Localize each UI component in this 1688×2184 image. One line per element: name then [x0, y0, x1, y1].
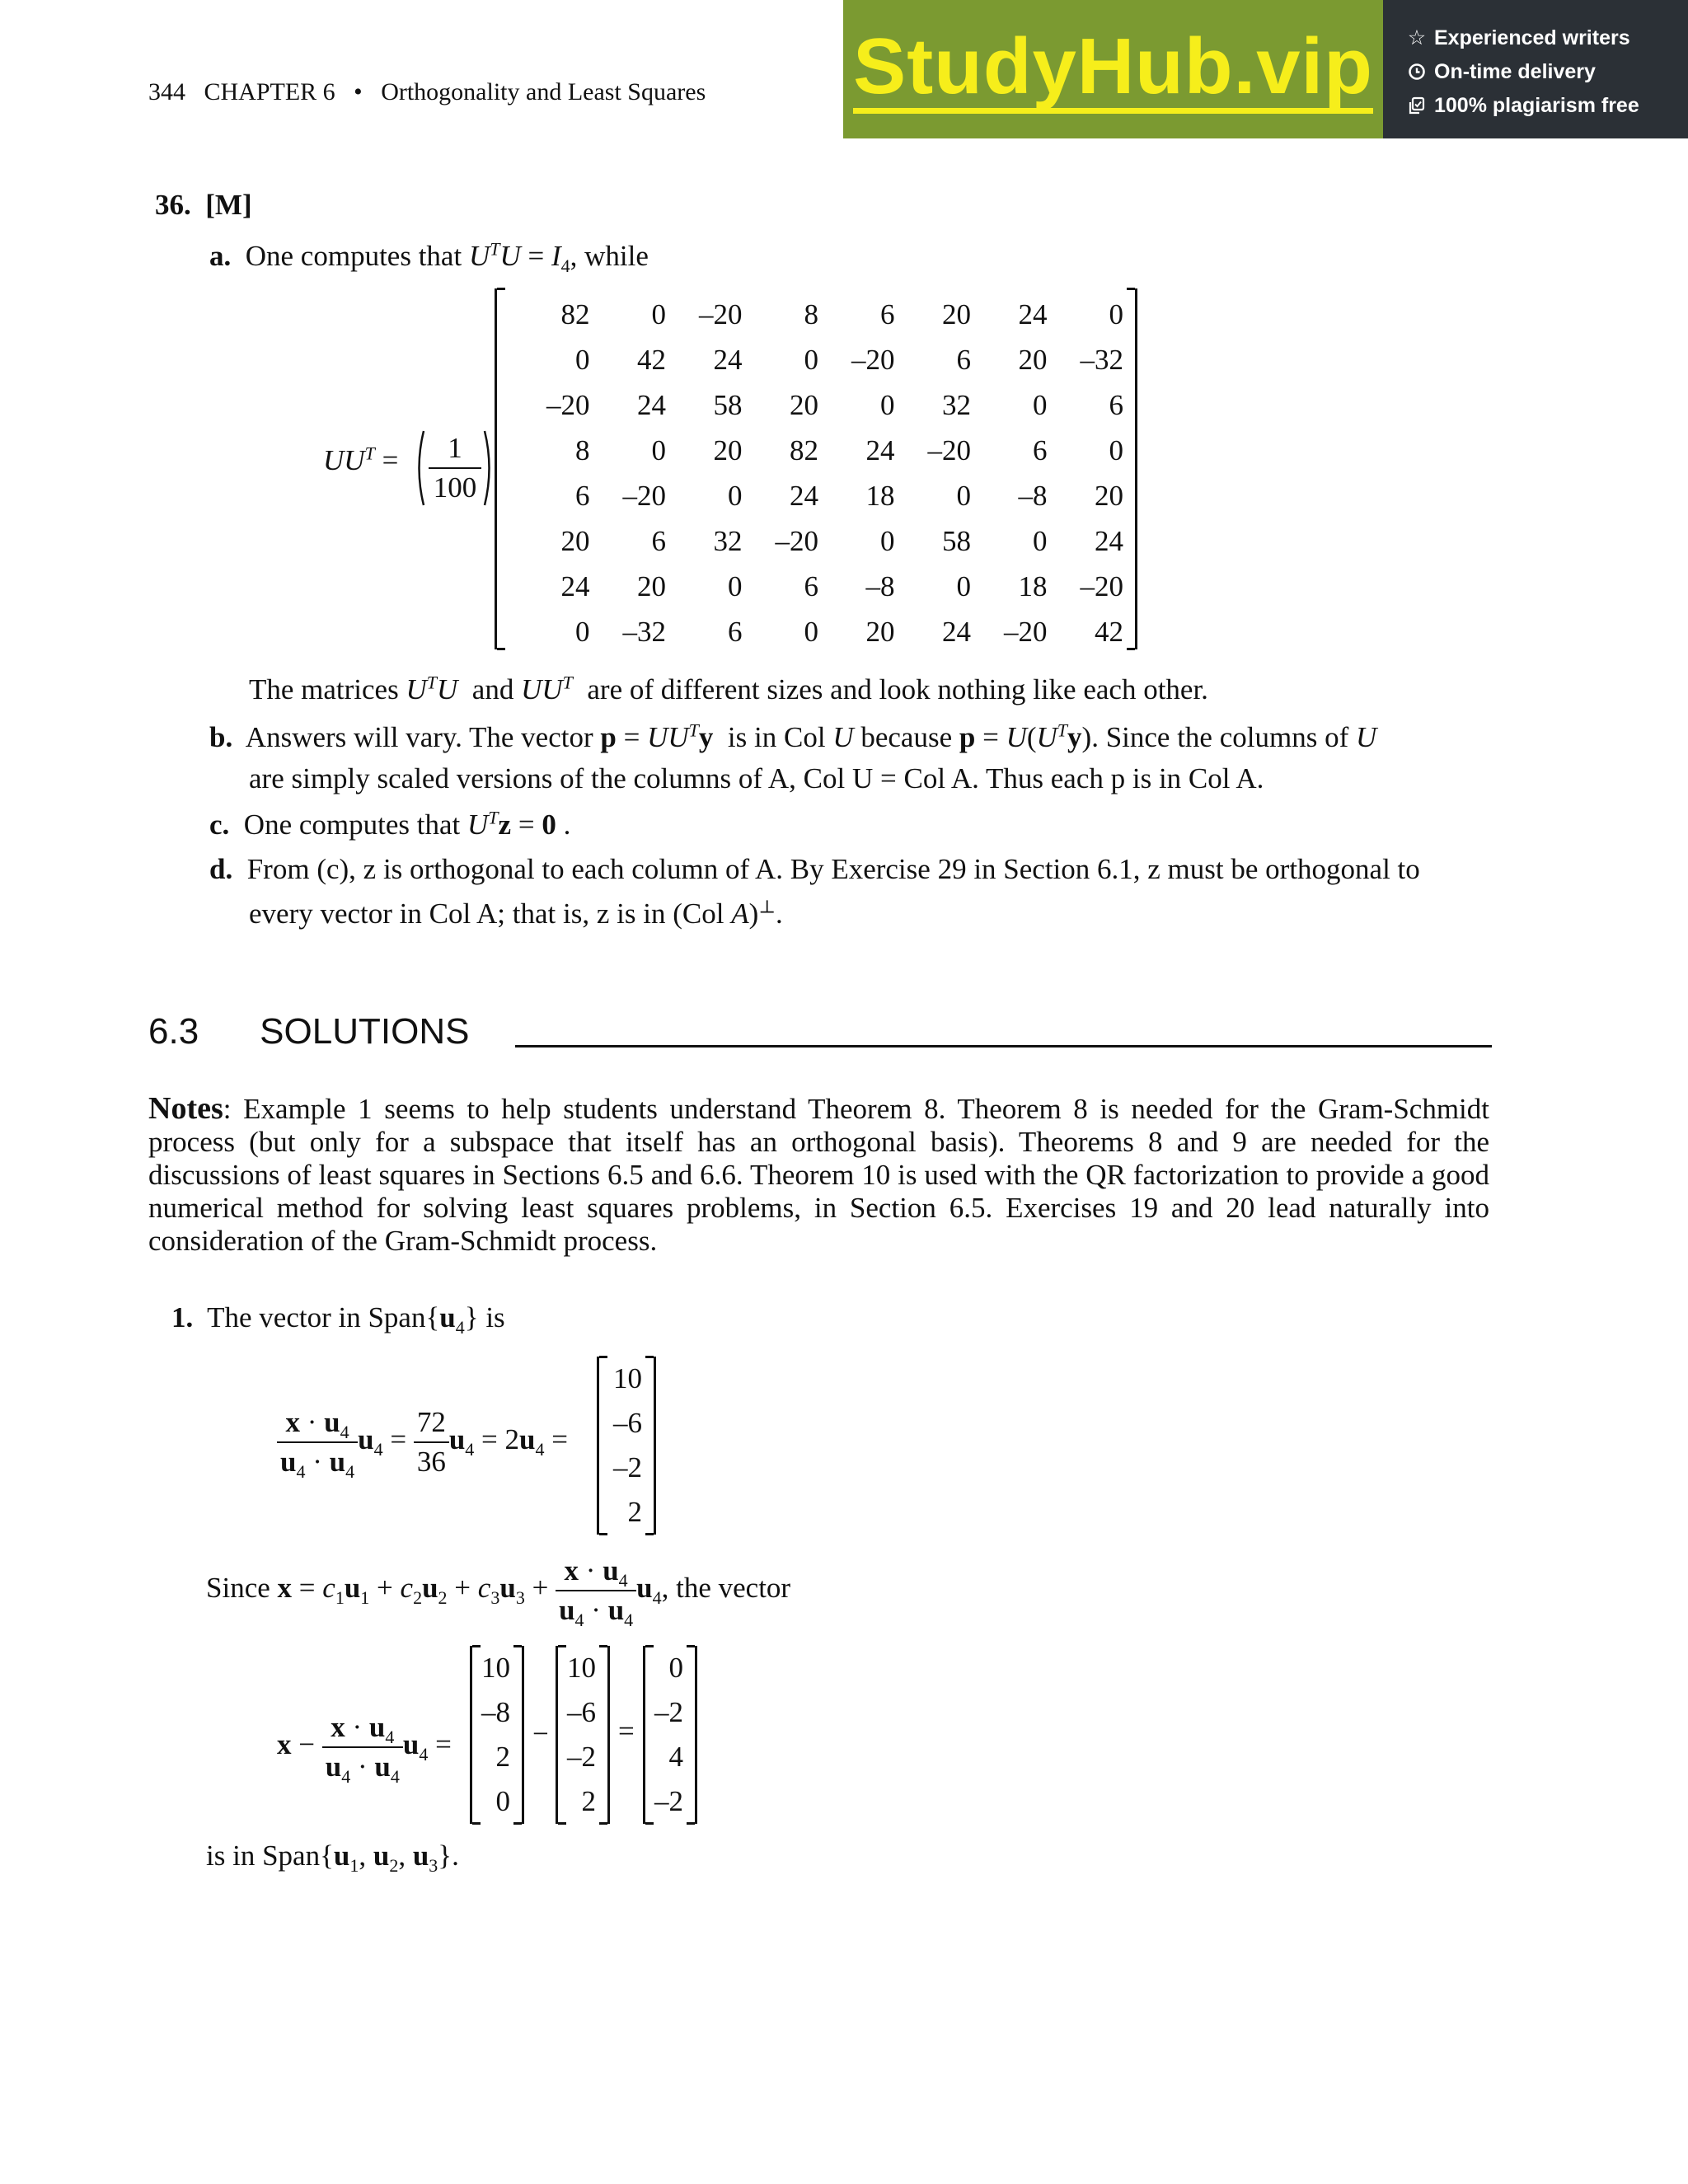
exercise-36b-line: b. Answers will vary. The vector $p = UU^Ty$ is in Col U because $p = U(U^Ty)$. Since the columns of U — [209, 719, 1377, 753]
matrix-cell: 18 — [1018, 569, 1048, 602]
matrix-cell: 18 — [865, 479, 895, 512]
matrix-cell: 20 — [637, 569, 666, 602]
vector-entry: 2 — [581, 1785, 596, 1817]
banner-logo-panel[interactable] — [843, 0, 1383, 138]
exercise-36a-line: a. One computes that $U^TU = I_4$, while — [209, 238, 649, 276]
feature-item: 100% plagiarism free — [1406, 89, 1688, 123]
vector-entry: 2 — [627, 1496, 642, 1528]
vector-entry: 10 — [567, 1652, 596, 1684]
minus-sign: − — [532, 1718, 549, 1750]
notes-paragraph — [148, 1092, 1489, 1258]
matrix-cell: 20 — [865, 615, 895, 648]
matrix-cell: 0 — [575, 343, 590, 376]
matrix-row — [513, 518, 1123, 564]
matrix-cell: –32 — [1080, 343, 1123, 376]
matrix-cell: –20 — [927, 434, 971, 466]
exercise-36d-line: d. From (c), z is orthogonal to each column of A. By Exercise 29 in Section 6.1, z must be orthogonal to — [209, 853, 1420, 885]
vector-entry: 4 — [668, 1741, 683, 1773]
matrix-cell: 6 — [1033, 434, 1048, 466]
x-vector — [470, 1646, 524, 1824]
closing-line: is in $Span\{u_1$, $u_2$, $u_3$}. — [206, 1840, 459, 1876]
matrices-comparison-line: The matrices $U^TU$ and $UU^T$ are of different sizes and look nothing like each other. — [249, 672, 1208, 705]
matrix-cell: 24 — [560, 569, 590, 602]
uut-label: $UU^T$ = — [323, 443, 399, 476]
vector-entry: 2 — [495, 1741, 510, 1773]
matrix-cell: 6 — [728, 615, 743, 648]
studyhub-logo[interactable]: StudyHub.vip — [853, 26, 1373, 114]
matrix-cell: –8 — [865, 569, 895, 602]
matrix-cell: –20 — [622, 479, 666, 512]
scalar-denominator: 100 — [433, 471, 477, 504]
result-vector — [643, 1646, 697, 1824]
scalar-fraction — [414, 429, 496, 507]
scalar-numerator: 1 — [448, 432, 462, 464]
matrix-row — [513, 292, 1123, 337]
matrix-row — [513, 428, 1123, 473]
vector-entry: 10 — [481, 1652, 510, 1684]
exercise-36-heading: 36. [M] — [155, 189, 252, 221]
matrix-cell: 0 — [956, 569, 971, 602]
matrix-cell: 6 — [804, 569, 818, 602]
equals-sign: = — [618, 1715, 635, 1747]
matrix-row — [513, 609, 1123, 654]
matrix-cell: 32 — [713, 524, 743, 557]
vector-entry: –2 — [613, 1451, 642, 1483]
matrix-row — [513, 564, 1123, 609]
vector-entry: –6 — [613, 1407, 642, 1439]
matrix-cell: 20 — [942, 298, 971, 330]
matrix-cell: 6 — [575, 479, 590, 512]
matrix-cell: 0 — [1033, 388, 1048, 421]
feature-item: On-time delivery — [1406, 55, 1688, 89]
matrix-cell: 0 — [1109, 298, 1123, 330]
matrix-cell: 82 — [790, 434, 818, 466]
matrix-cell: –32 — [622, 615, 666, 648]
matrix-cell: 0 — [804, 615, 818, 648]
matrix-cell: 0 — [880, 388, 895, 421]
vector-entry: –2 — [654, 1696, 683, 1728]
matrix-cell: 0 — [575, 615, 590, 648]
vector-entry: 0 — [495, 1785, 510, 1817]
running-head: 344 CHAPTER 6 • Orthogonality and Least Squares — [148, 78, 706, 105]
matrix-cell: –20 — [851, 343, 895, 376]
copy-check-icon — [1406, 89, 1428, 123]
exercise-36b-line2: are simply scaled versions of the columns of A, Col U = Col A. Thus each p is in Col A. — [249, 762, 1264, 794]
matrix-cell: 24 — [790, 479, 818, 512]
star-outline-icon: ☆ — [1407, 26, 1427, 49]
clock-icon — [1406, 55, 1428, 89]
matrix-cell: 6 — [880, 298, 895, 330]
matrix-cell: 24 — [865, 434, 895, 466]
matrix-cell: 6 — [956, 343, 971, 376]
vector-entry: 10 — [613, 1362, 642, 1394]
notes-text: : Example 1 seems to help students understand Theorem 8. Theorem 8 is needed for the Gram-Schmidt process (but only for a subspace that itself has an orthogonal basis). Theorems 8 and 9 are needed for the discussions of least squares in Sections 6.5 and 6.6. Theorem 10 is used with the QR factorization to provide a good numerical method for solving least squares problems, in Section 6.5. Exercises 19 and 20 lead naturally into consideration of the Gram-Schmidt process. — [148, 1093, 1489, 1257]
notes-label: Notes — [148, 1091, 223, 1126]
matrix-cell: –20 — [1004, 615, 1048, 648]
banner-features — [1383, 0, 1688, 138]
vector-entry: –2 — [654, 1785, 683, 1817]
matrix-cell: 8 — [575, 434, 590, 466]
difference-equation: x − $\frac{x \cdot u_4}{u_4 \cdot u_4}$ $u_4$ = — [277, 1711, 452, 1787]
matrix-row — [513, 473, 1123, 518]
matrix-cell: 42 — [1095, 615, 1123, 648]
matrix-row — [513, 337, 1123, 382]
vector-entry: –6 — [567, 1696, 596, 1728]
section-number: 6.3 — [148, 1011, 199, 1052]
matrix-cell: 42 — [637, 343, 666, 376]
matrix-cell: 8 — [804, 298, 818, 330]
matrix-cell: 20 — [1018, 343, 1048, 376]
matrix-cell: 20 — [560, 524, 590, 557]
matrix-cell: 0 — [651, 434, 666, 466]
matrix-cell: –20 — [1080, 569, 1123, 602]
matrix-row — [513, 382, 1123, 428]
section-title: SOLUTIONS — [260, 1011, 470, 1052]
projection-vector — [597, 1357, 656, 1535]
matrix-cell: 0 — [728, 569, 743, 602]
matrix-cell: –8 — [1018, 479, 1048, 512]
matrix-cell: 20 — [713, 434, 743, 466]
matrix-cell: 58 — [942, 524, 971, 557]
matrix-cell: 0 — [1109, 434, 1123, 466]
matrix-cell: 0 — [728, 479, 743, 512]
u4-vector — [556, 1646, 610, 1824]
matrix-cell: –20 — [546, 388, 590, 421]
matrix-cell: –20 — [775, 524, 818, 557]
exercise-36d-line2: every vector in Col A; that is, z is in (Col A)⊥. — [249, 896, 783, 930]
matrix-cell: 24 — [1095, 524, 1123, 557]
feature-item: ☆ Experienced writers — [1406, 21, 1688, 55]
matrix-cell: 0 — [880, 524, 895, 557]
matrix-cell: 24 — [942, 615, 971, 648]
since-line: Since $x = c_1u_1 + c_2u_2 + c_3u_3$ + $\frac{x \cdot u_4}{u_4 \cdot u_4}$ $u_4$, the vector — [206, 1554, 791, 1630]
matrix-cell: –20 — [699, 298, 743, 330]
matrix-cell: 32 — [942, 388, 971, 421]
matrix-cell: 0 — [651, 298, 666, 330]
matrix-cell: 20 — [1095, 479, 1123, 512]
matrix-cell: 6 — [651, 524, 666, 557]
uut-matrix — [495, 288, 1137, 649]
studyhub-banner[interactable] — [843, 0, 1688, 138]
exercise-36c-line: c. One computes that $U^Tz = 0$ . — [209, 807, 571, 841]
matrix-cell: 0 — [956, 479, 971, 512]
matrix-cell: 0 — [1033, 524, 1048, 557]
vector-entry: 0 — [668, 1652, 683, 1684]
matrix-cell: 82 — [560, 298, 590, 330]
matrix-cell: 20 — [790, 388, 818, 421]
matrix-cell: 24 — [713, 343, 743, 376]
exercise-1-intro: 1. The vector in $Span\{u_4\}$ is — [171, 1301, 505, 1338]
vector-entry: –8 — [481, 1696, 510, 1728]
matrix-cell: 24 — [1018, 298, 1048, 330]
section-rule — [515, 1045, 1492, 1047]
vector-entry: –2 — [567, 1741, 596, 1773]
matrix-cell: 0 — [804, 343, 818, 376]
matrix-cell: 6 — [1109, 388, 1123, 421]
matrix-cell: 58 — [713, 388, 743, 421]
projection-equation: $\frac{x \cdot u_4}{u_4 \cdot u_4}$ $u_4$ = $\frac{72}{36}$ $u_4 = 2u_4$ = — [277, 1405, 568, 1479]
matrix-cell: 24 — [637, 388, 666, 421]
